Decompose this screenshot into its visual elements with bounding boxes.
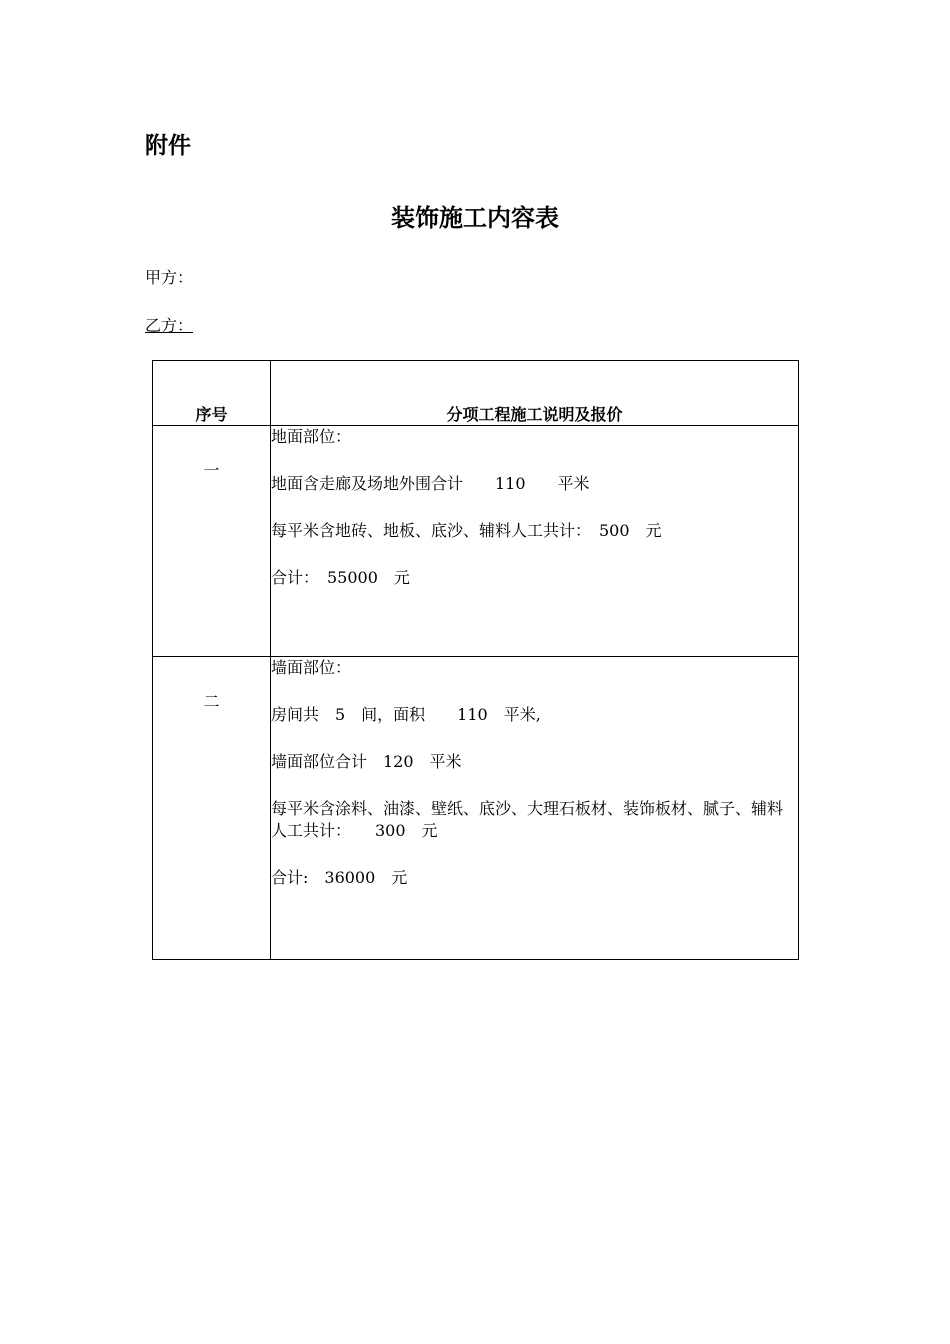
header-number: 序号 [153, 361, 271, 426]
row-number: 一 [203, 461, 220, 480]
section-label: 地面部位： [271, 427, 352, 446]
construction-content-table [152, 360, 799, 960]
attachment-label: 附件 [145, 133, 191, 159]
party-a-field: 甲方： [145, 268, 194, 287]
header-description: 分项工程施工说明及报价 [271, 361, 799, 426]
area-line: 地面含走廊及场地外围合计 110 平米 [271, 474, 590, 493]
rooms-line: 房间共 5 间，面积 110 平米, [271, 705, 541, 724]
unit-price-line: 每平米含涂料、油漆、壁纸、底沙、大理石板材、装饰板材、腻子、辅料人工共计： 300 元 [271, 799, 784, 840]
row-description-cell [271, 657, 799, 960]
party-b-label: 乙方： [145, 316, 194, 335]
table-row [153, 657, 799, 960]
total-line: 合计: 36000 元 [271, 868, 408, 887]
row-number-cell [153, 657, 271, 960]
row-description-cell [271, 426, 799, 657]
unit-price-line: 每平米含地砖、地板、底沙、辅料人工共计： 500 元 [271, 521, 662, 540]
party-b-field [145, 315, 203, 337]
row-number-cell [153, 426, 271, 657]
section-label: 墙面部位： [271, 658, 352, 677]
table-header-row [153, 361, 799, 426]
page-title: 装饰施工内容表 [391, 204, 559, 232]
row-number: 二 [203, 692, 220, 711]
area-line: 墙面部位合计 120 平米 [271, 752, 462, 771]
total-line: 合计： 55000 元 [271, 568, 410, 587]
table-row [153, 426, 799, 657]
